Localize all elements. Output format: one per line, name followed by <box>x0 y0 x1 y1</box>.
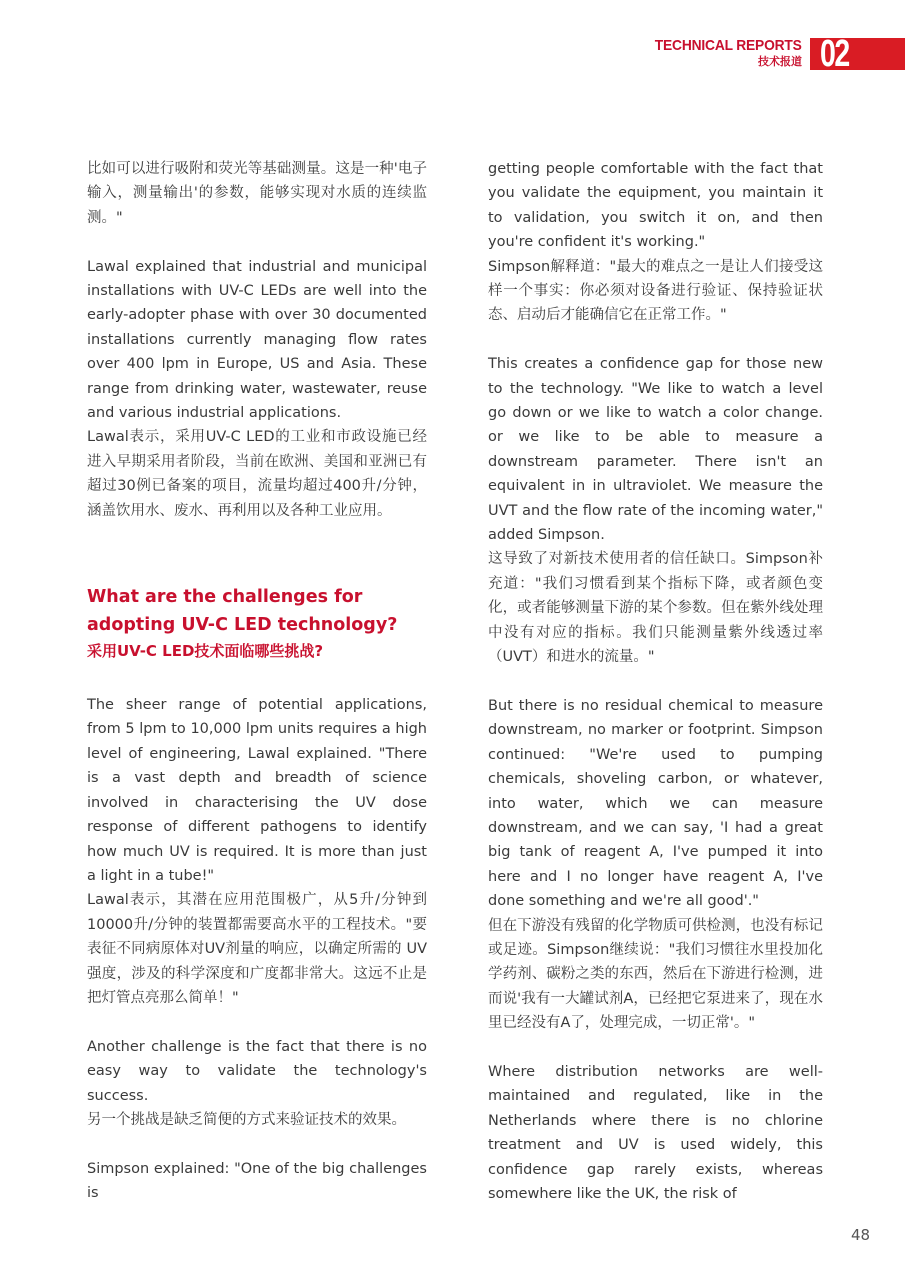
section-number: 02 <box>820 33 849 75</box>
paragraph-en: The sheer range of potential applications, from 5 lpm to 10,000 lpm units requires a high level of engineering, Lawal explained. "There is a vast depth and breadth of science involved in characterising the UV dose response of different pathogens to identify how much UV is required. It is more than just a light in a tube!" <box>87 697 427 884</box>
page-number: 48 <box>851 1226 871 1244</box>
paragraph-cn: 但在下游没有残留的化学物质可供检测，也没有标记或足迹。Simpson继续说："我们习惯往水里投加化学药剂、碳粉之类的东西，然后在下游进行检测，进而说'我有一大罐试剂A，已经把它泵进来了，现在水里已经没有A了，处理完成，一切正常'。" <box>488 917 823 1032</box>
paragraph-en: But there is no residual chemical to measure downstream, no marker or footprint. Simpson continued: "We're used to pumping chemicals, shoveling carbon, or whatever, into water, which we can measure downstream, and we can say, 'I had a great big tank of reagent A, I've pumped it into here and I no longer have reagent A, I've done something and we're all good'." <box>488 697 823 910</box>
section-number-badge <box>810 33 905 75</box>
paragraph-en: getting people comfortable with the fact that you validate the equipment, you maintain it to validation, you switch it on, and then you're confident it's working." <box>488 161 823 251</box>
left-column <box>87 157 427 1206</box>
section-heading-en: What are the challenges for adopting UV-C LED technology? <box>87 587 398 636</box>
paragraph-en: Simpson explained: "One of the big challenges is <box>87 1160 427 1202</box>
section-heading-cn: 采用UV-C LED技术面临哪些挑战? <box>87 642 324 661</box>
section-title-cn: 技术报道 <box>758 55 802 68</box>
section-title <box>642 38 802 69</box>
section-title-en: TECHNICAL REPORTS <box>655 37 802 54</box>
section-header <box>642 33 905 75</box>
paragraph-cn: 另一个挑战是缺乏简便的方式来验证技术的效果。 <box>87 1111 406 1128</box>
paragraph-en: Another challenge is the fact that there is no easy way to validate the technology's success. <box>87 1038 427 1104</box>
paragraph-cn: Lawal表示，其潜在应用范围极广，从5升/分钟到10000升/分钟的装置都需要高水平的工程技术。"要表征不同病原体对UV剂量的响应，以确定所需的 UV强度，涉及的科学深度和广度都非常大。这远不止是把灯管点亮那么简单！" <box>87 892 427 1006</box>
paragraph-en: Lawal explained that industrial and municipal installations with UV-C LEDs are well into the early-adopter phase with over 30 documented installations currently managing flow rates over 400 lpm in Europe, US and Asia. These range from drinking water, wastewater, reuse and various industrial applications. <box>87 258 427 422</box>
paragraph-en: This creates a confidence gap for those new to the technology. "We like to watch a level go down or we like to watch a color change. or we like to be able to measure a downstream parameter. There isn't an equivalent in in ultraviolet. We measure the UVT and the flow rate of the incoming water," added Simpson. <box>488 356 823 544</box>
paragraph-cn: Simpson解释道："最大的难点之一是让人们接受这样一个事实：你必须对设备进行验证、保持验证状态、启动后才能确信它在正常工作。" <box>488 258 823 324</box>
paragraph-en: Where distribution networks are well-maintained and regulated, like in the Netherlands where there is no chlorine treatment and UV is used widely, this confidence gap rarely exists, whereas somewhere like the UK, the risk of <box>488 1063 823 1203</box>
paragraph-cn: 比如可以进行吸附和荧光等基础测量。这是一种'电子输入，测量输出'的参数，能够实现对水质的连续监测。" <box>87 161 427 226</box>
paragraph-cn: Lawal表示，采用UV-C LED的工业和市政设施已经进入早期采用者阶段，当前在欧洲、美国和亚洲已有超过30例已备案的项目，流量均超过400升/分钟，涵盖饮用水、废水、再利用以及各种工业应用。 <box>87 429 427 519</box>
right-column <box>488 157 823 1206</box>
paragraph-cn: 这导致了对新技术使用者的信任缺口。Simpson补充道："我们习惯看到某个指标下降，或者颜色变化，或者能够测量下游的某个参数。但在紫外线处理中没有对应的指标。我们只能测量紫外线透过率（UVT）和进水的流量。" <box>488 551 823 666</box>
